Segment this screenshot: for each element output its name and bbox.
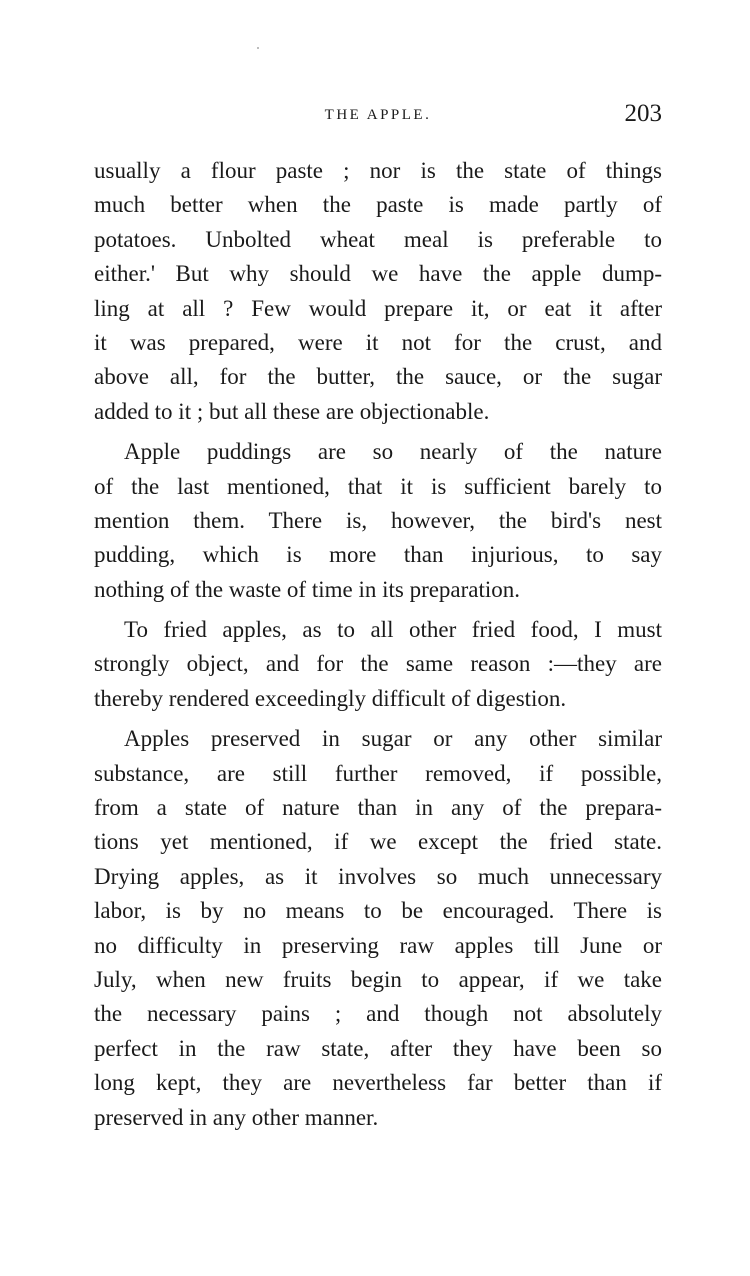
text-line: Apple puddings are so nearly of the nature	[124, 439, 662, 465]
running-title: THE APPLE.	[324, 107, 432, 123]
text-line: either.' But why should we have the apple dump-	[94, 261, 662, 287]
paragraph	[94, 613, 662, 716]
text-line: of the last mentioned, that it is sufficient barely to	[94, 473, 662, 499]
text-line: the necessary pains ; and though not absolutely	[94, 1001, 662, 1027]
text-line: To fried apples, as to all other fried food, I must	[124, 617, 662, 643]
running-head	[94, 100, 662, 132]
text-line: above all, for the butter, the sauce, or the sugar	[94, 364, 662, 390]
text-line: pudding, which is more than injurious, to say	[94, 542, 662, 568]
text-line: long kept, they are nevertheless far better than if	[94, 1070, 662, 1096]
text-line: potatoes. Unbolted wheat meal is preferable to	[94, 226, 662, 252]
paragraph	[94, 154, 662, 429]
text-line: added to it ; but all these are objectionable.	[94, 398, 490, 424]
text-line: perfect in the raw state, after they have been so	[94, 1035, 662, 1061]
paragraph	[94, 722, 662, 1135]
text-line: from a state of nature than in any of the prepara-	[94, 795, 662, 821]
text-line: July, when new fruits begin to appear, if we take	[94, 966, 662, 992]
text-line: ling at all ? Few would prepare it, or eat it after	[94, 295, 662, 321]
text-line: no difficulty in preserving raw apples till June or	[94, 932, 662, 958]
text-line: Apples preserved in sugar or any other similar	[124, 726, 662, 752]
paragraph	[94, 435, 662, 607]
text-line: substance, are still further removed, if possible,	[94, 760, 662, 786]
paper-speck	[257, 47, 259, 49]
text-line: tions yet mentioned, if we except the fried state.	[94, 829, 662, 855]
text-line: Drying apples, as it involves so much unnecessary	[94, 863, 662, 889]
text-line: thereby rendered exceedingly difficult of digestion.	[94, 685, 567, 711]
text-line: usually a flour paste ; nor is the state of things	[94, 158, 662, 183]
text-line: much better when the paste is made partly of	[94, 192, 662, 218]
page-number: 203	[624, 100, 662, 127]
text-line: mention them. There is, however, the bird's nest	[94, 507, 662, 533]
text-line: strongly object, and for the same reason :—they are	[94, 651, 662, 677]
text-line: labor, is by no means to be encouraged. There is	[94, 898, 662, 924]
text-line: preserved in any other manner.	[94, 1104, 379, 1130]
text-line: nothing of the waste of time in its preparation.	[94, 576, 521, 602]
text-line: it was prepared, were it not for the crust, and	[94, 329, 662, 355]
body-text	[94, 154, 662, 1141]
